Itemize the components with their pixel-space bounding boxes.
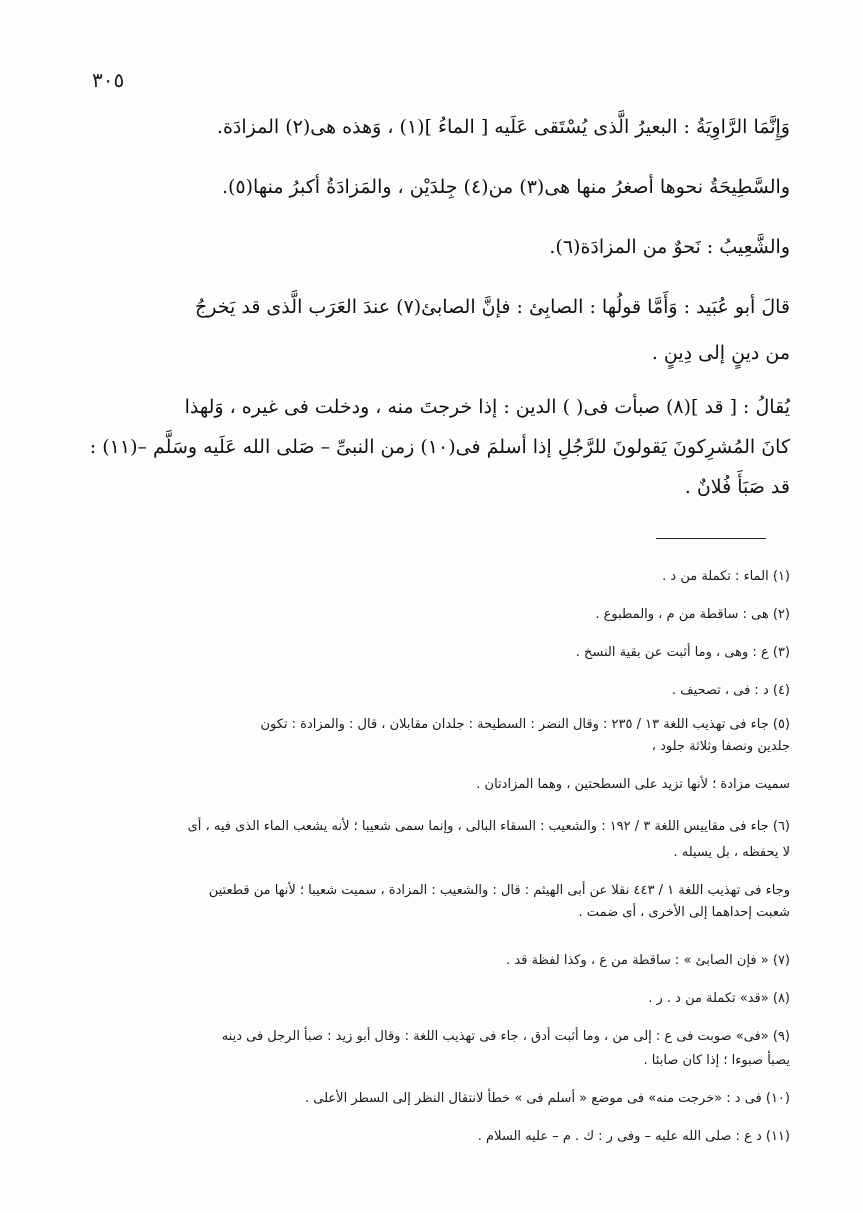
footnote-line: وجاء فى تهذيب اللغة ١ / ٤٤٣ نقلا عن أبى الهيثم : قال : والشعيب : المزادة ، سميت شعيبا ؛ لأنها من قطعتين: [208, 883, 790, 898]
main-text-line: كانَ المُشرِكونَ يَقولونَ للرَّجُلِ إذا أسلمَ فى(١٠) زمن النبىِّ – صَلى الله عَلَيه وسَلَّم –(١١) :: [89, 436, 790, 458]
footnote-divider: [656, 538, 766, 539]
footnote-line: (١١) د ع : صلى الله عليه – وفى ر : ك . م – عليه السلام .: [477, 1129, 790, 1144]
main-text-line: من دينٍ إلى دِينٍ .: [651, 342, 790, 364]
footnote-line: (١٠) فى د : «خرجت منه» فى موضع « أسلم فى » خطأ لانتقال النظر إلى السطر الأعلى .: [305, 1091, 790, 1106]
footnote-line: (٨) «قد» تكملة من د . ر .: [648, 991, 790, 1006]
footnote-line: (٦) جاء فى مقاييس اللغة ٣ / ١٩٢ : والشعيب : السقاء البالى ، وإنما سمى شعيبا ؛ لأنه يشعب الماء الذى فيه ، أى: [187, 819, 790, 834]
footnote-line: (٥) جاء فى تهذيب اللغة ١٣ / ٢٣٥ : وقال النضر : السطيحة : جلدان مقابلان ، قال : والمزادة : تكون: [260, 717, 790, 732]
footnote-line: سميت مزادة ؛ لأنها تزيد على السطحتين ، وهما المزادتان .: [476, 777, 790, 792]
footnote-line: (٣) ع : وهى ، وما أثبت عن بقية النسخ .: [575, 645, 790, 660]
footnote-line: جلدين ونصفا وثلاثة جلود ،: [651, 739, 790, 754]
main-text-line: يُقالُ : [ قد ](٨) صبأت فى( ) الدين : إذا خرجتَ منه ، ودخلت فى غيره ، وَلهذا: [184, 396, 790, 418]
main-text-line: وَإِنَّمَا الرَّاوِيَةُ : البعيرُ الَّذى يُسْتَقى عَلَيه [ الماءُ ](١) ، وَهذه هى(٢) المزادَة.: [216, 116, 790, 138]
main-text-line: قد صَبَأَ فُلانٌ .: [684, 476, 790, 498]
main-text-line: والسَّطِيحَةُ نحوها أصغرُ منها هى(٣) من(٤) جِلدَيْن ، والمَزادَةُ أكبرُ منها(٥).: [221, 176, 790, 198]
page-number: ٣٠٥: [92, 68, 125, 92]
footnote-line: (٢) هى : ساقطة من م ، والمطبوع .: [595, 607, 790, 622]
footnote-line: شعبت إحداهما إلى الأخرى ، أى ضمت .: [578, 905, 790, 920]
footnote-line: (٧) « فإن الصابئ » : ساقطة من ع ، وكذا لفظة قد .: [506, 953, 790, 968]
footnote-line: لا يحفظه ، بل يسيله .: [673, 845, 790, 860]
main-text-line: قالَ أبو عُبَيد : وَأَمَّا قولُها : الصابِئ : فإنَّ الصابئ(٧) عندَ العَرَب الَّذى قد يَخرجُ: [195, 296, 790, 318]
footnote-line: (١) الماء : تكملة من د .: [662, 569, 790, 584]
main-text-line: والشَّعِيبُ : نَحوٌ من المزادَة(٦).: [549, 236, 790, 258]
footnote-line: (٤) د : فى ، تصحيف .: [671, 683, 790, 698]
footnote-line: يصبأ صبوءا ؛ إذا كان صابئا .: [643, 1053, 790, 1068]
footnote-line: (٩) «فى» صوبت فى ع : إلى من ، وما أثبت أدق ، جاء فى تهذيب اللغة : وقال أبو زيد : صبأ الرجل فى دينه: [221, 1029, 790, 1044]
